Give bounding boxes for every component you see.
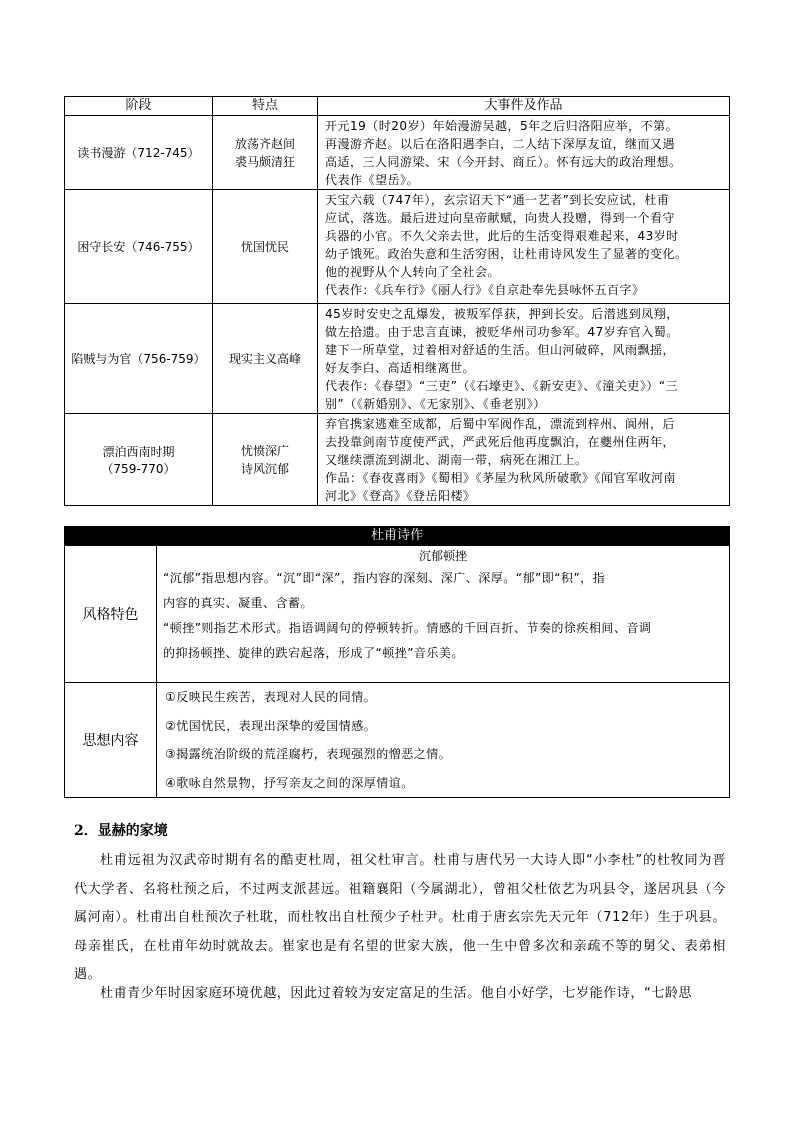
feature-line: 忧国忧民 xyxy=(240,239,289,254)
events-line: 应试，落选。最后进过向皇帝献赋，向贵人投赠，得到一个看守 xyxy=(325,211,676,225)
feature-line: 忧愤深广 xyxy=(240,443,289,458)
table-row xyxy=(65,190,730,304)
family-paragraph: 杜甫远祖为汉武帝时期有名的酷吏杜周，祖父杜审言。杜甫与唐代另一大诗人即“小李杜”的杜牧同为晋代大学者、名将杜预之后，不过两支派甚远。祖籍襄阳（今属湖北），曾祖父杜依艺为巩县令，遂居巩县（今属河南）。杜甫出自杜预次子杜耽，而杜牧出自杜预少子杜尹。杜甫于唐玄宗先天元年（712年）生于巩县。母亲崔氏，在杜甫年幼时就故去。崔家也是有名望的世家大族，他一生中曾多次和亲疏不等的舅父、表弟相遇。 xyxy=(74,853,726,982)
style-line: “顿挫”则指艺术形式。指语调阔句的停顿转折。情感的千回百折、节奏的徐疾相间、音调 xyxy=(163,621,652,635)
events-line: 别”（《新婚别》、《无家别》、《垂老别》） xyxy=(325,397,546,411)
events-line: 兵器的小官。不久父亲去世，此后的生活变得艰难起来，43岁时 xyxy=(325,229,679,243)
events-line: 天宝六载（747年），玄宗诏天下“通一艺者”到长安应试，杜甫 xyxy=(325,193,670,207)
style-subtitle: 沉郁顿挫 xyxy=(418,549,467,563)
events-cell xyxy=(318,116,730,190)
style-line: 的抑扬顿挫、旋律的跌宕起落，形成了“顿挫”音乐美。 xyxy=(163,646,464,660)
events-line: 幼子饿死。政治失意和生活穷困，让杜甫诗风发生了显著的变化。 xyxy=(325,247,688,261)
events-cell xyxy=(318,190,730,304)
thought-item: ③揭露统治阶级的荒淫腐朽，表现强烈的憎恶之情。 xyxy=(165,747,452,761)
events-line: 开元19（时20岁）年始漫游吴越，5年之后归洛阳应举，不第。 xyxy=(325,119,679,133)
events-line: 河北》《登高》《登岳阳楼》 xyxy=(325,489,476,503)
header-stage: 阶段 xyxy=(65,97,213,116)
feature-cell xyxy=(213,304,318,414)
events-line: 去投靠剑南节度使严武，严武死后他再度飘泊，在夔州住两年， xyxy=(325,435,676,449)
du-fu-poetry-table xyxy=(64,526,730,798)
stage-line: （759-770） xyxy=(101,461,176,476)
events-line: 做左拾遗。由于忠言直谏，被贬华州司功参军。47岁弃官入蜀。 xyxy=(325,325,679,339)
feature-line: 现实主义高峰 xyxy=(228,351,301,366)
thought-item: ①反映民生疾苦，表现对人民的同情。 xyxy=(165,690,377,704)
table-row xyxy=(65,304,730,414)
stage-line: 读书漫游（712-745） xyxy=(77,146,200,160)
events-line: 45岁时安史之乱爆发，被叛军俘获，押到长安。后潜逃到凤翔， xyxy=(325,307,679,321)
feature-cell xyxy=(213,190,318,304)
feature-cell xyxy=(213,414,318,506)
style-label: 风格特色 xyxy=(65,546,157,683)
events-line: 高适，三人同游梁、宋（今开封、商丘）。怀有远大的政治理想。 xyxy=(325,155,682,169)
thought-content xyxy=(157,683,730,798)
events-line: 建下一所草堂，过着相对舒适的生活。但山河破碎，风雨飘摇， xyxy=(325,343,676,357)
events-line: 好友李白、高适相继离世。 xyxy=(325,361,476,375)
feature-line: 诗风沉郁 xyxy=(240,461,289,476)
stage-cell xyxy=(65,116,213,190)
events-line: 弃官携家逃难至成都，后蜀中军阀作乱，漂流到梓州、阆州，后 xyxy=(325,417,676,431)
thought-item: ④歌咏自然景物，抒写亲友之间的深厚情谊。 xyxy=(165,775,414,790)
header-events: 大事件及作品 xyxy=(318,97,730,116)
section-heading: 2．显赫的家境 xyxy=(74,823,168,839)
events-line: 又继续漂流到湖北、湖南一带，病死在湘江上。 xyxy=(325,453,588,467)
table-row xyxy=(65,414,730,506)
feature-line: 放荡齐赵间 xyxy=(234,136,295,151)
poetry-table-title: 杜甫诗作 xyxy=(65,527,730,546)
events-line: 代表作：《兵车行》《丽人行》《自京赴奉先县咏怀五百字》 xyxy=(325,283,645,297)
stage-cell xyxy=(65,190,213,304)
table-header-row xyxy=(65,97,730,116)
style-content xyxy=(157,546,730,683)
thought-item: ②忧国忧民，表现出深挚的爱国情感。 xyxy=(165,718,377,733)
stage-line: 漂泊西南时期 xyxy=(102,444,175,459)
stage-line: 困守长安（746-755） xyxy=(77,240,200,254)
events-cell xyxy=(318,304,730,414)
events-line: 作品：《春夜喜雨》《蜀相》《茅屋为秋风所破歌》《闻官军收河南 xyxy=(325,471,677,485)
youth-paragraph: 杜甫青少年时因家庭环境优越，因此过着较为安定富足的生活。他自小好学，七岁能作诗，“七龄思 xyxy=(100,986,693,1001)
stage-line: 陷贼与为官（756-759） xyxy=(71,352,206,366)
events-cell xyxy=(318,414,730,506)
stage-cell xyxy=(65,414,213,506)
events-line: 代表作《望岳》。 xyxy=(325,173,420,187)
style-line: 内容的真实、凝重、含蓄。 xyxy=(163,596,314,610)
stage-cell xyxy=(65,304,213,414)
style-line: “沉郁”指思想内容。“沉”即“深”，指内容的深刻、深广、深厚。“郁”即“积”，指 xyxy=(163,571,606,585)
events-line: 再漫游齐赵。以后在洛阳遇李白，二人结下深厚友谊，继而又遇 xyxy=(325,137,676,151)
feature-line: 裘马颇清狂 xyxy=(234,154,295,169)
header-feature: 特点 xyxy=(213,97,318,116)
events-line: 代表作：《春望》“三吏”（《石壕吏》、《新安吏》、《潼关吏》）“三 xyxy=(325,379,679,393)
events-line: 他的视野从个人转向了全社会。 xyxy=(325,265,501,279)
thought-label: 思想内容 xyxy=(65,683,157,798)
table-row xyxy=(65,116,730,190)
feature-cell xyxy=(213,116,318,190)
life-stages-table xyxy=(64,96,730,506)
